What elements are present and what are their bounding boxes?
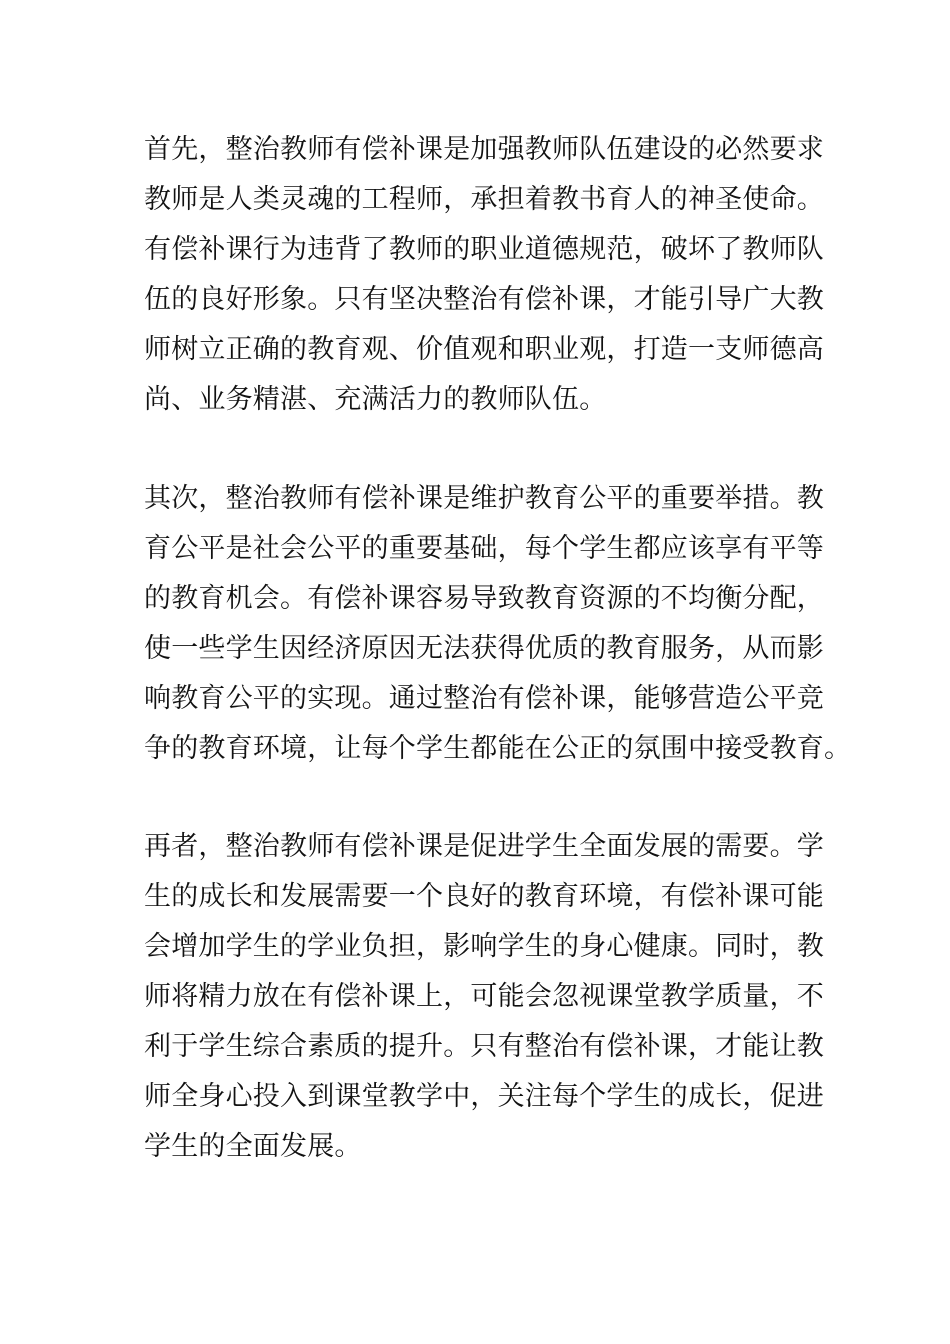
text-line: 师全身心投入到课堂教学中，关注每个学生的成长，促进 [144,1081,824,1112]
text-line: 育公平是社会公平的重要基础，每个学生都应该享有平等 [144,533,824,564]
text-line: 响教育公平的实现。通过整治有偿补课，能够营造公平竞 [144,683,824,714]
text-line: 再者，整治教师有偿补课是促进学生全面发展的需要。学 [144,831,824,862]
text-line: 使一些学生因经济原因无法获得优质的教育服务，从而影 [144,633,824,664]
text-line: 伍的良好形象。只有坚决整治有偿补课，才能引导广大教 [144,284,824,315]
text-line: 师树立正确的教育观、价值观和职业观，打造一支师德高 [144,334,824,365]
text-line: 首先，整治教师有偿补课是加强教师队伍建设的必然要求 [144,134,824,165]
text-line: 会增加学生的学业负担，影响学生的身心健康。同时，教 [144,931,824,962]
paragraph-2 [144,474,852,774]
text-line: 教师是人类灵魂的工程师，承担着教书育人的神圣使命。 [144,184,824,215]
text-line: 生的成长和发展需要一个良好的教育环境，有偿补课可能 [144,881,824,912]
text-line: 有偿补课行为违背了教师的职业道德规范，破坏了教师队 [144,234,824,265]
text-line: 尚、业务精湛、充满活力的教师队伍。 [144,384,607,415]
paragraph-3 [144,822,824,1172]
text-line: 利于学生综合素质的提升。只有整治有偿补课，才能让教 [144,1031,824,1062]
text-line: 学生的全面发展。 [144,1131,362,1162]
text-line: 的教育机会。有偿补课容易导致教育资源的不均衡分配， [144,583,824,614]
paragraph-1 [144,125,824,425]
text-line: 师将精力放在有偿补课上，可能会忽视课堂教学质量，不 [144,981,824,1012]
text-line: 争的教育环境，让每个学生都能在公正的氛围中接受教育。 [144,733,852,764]
text-line: 其次，整治教师有偿补课是维护教育公平的重要举措。教 [144,483,824,514]
